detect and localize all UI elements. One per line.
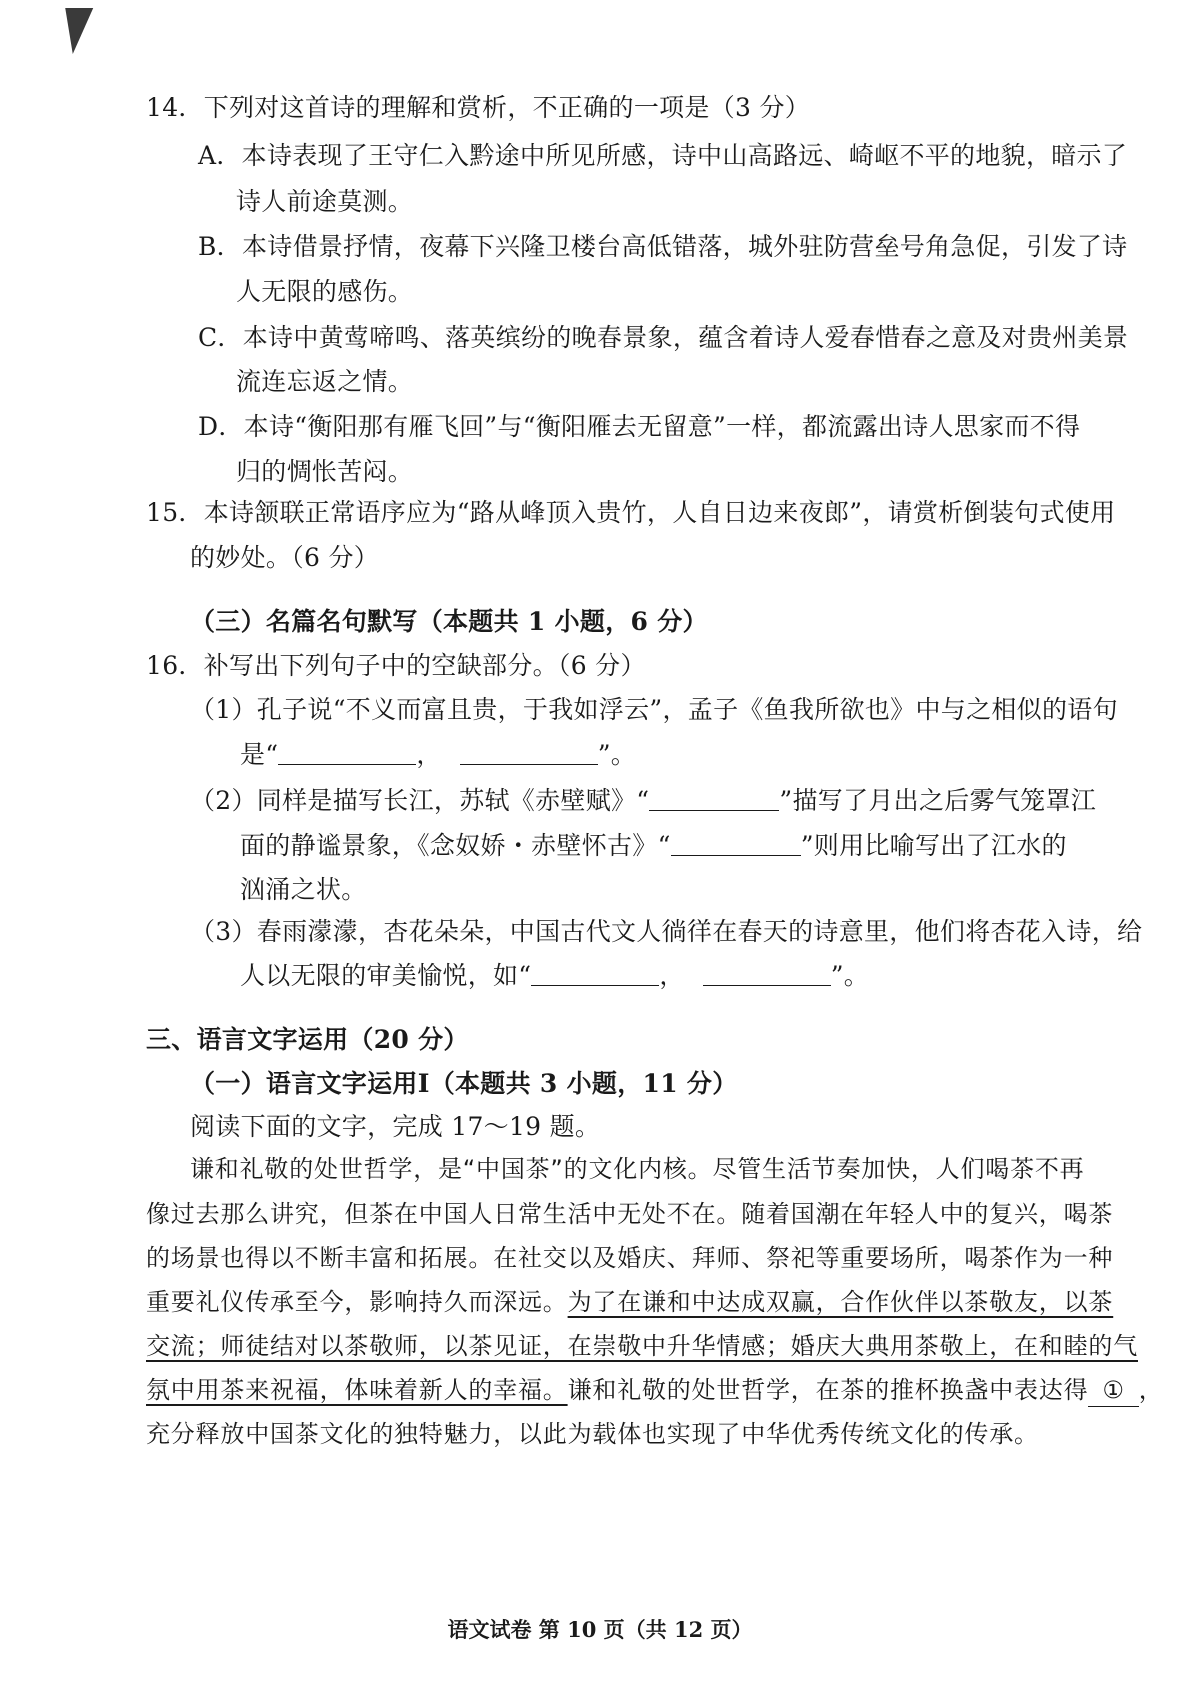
- q14-option-a-line1: A．本诗表现了王守仁入黔途中所见所感，诗中山高路远、崎岖不平的地貌，暗示了: [198, 141, 1128, 170]
- passage-line: 谦和礼敬的处世哲学，是“中国茶”的文化内核。尽管生活节奏加快，人们喝茶不再: [190, 1155, 1085, 1183]
- q16-part1-line2: [240, 739, 636, 771]
- q16-part3-quote-close: ”。: [830, 961, 870, 990]
- q15-line2: 的妙处。（6 分）: [190, 543, 380, 572]
- passage-underlined-line: 交流；师徒结对以茶敬师，以茶见证，在崇敬中升华情感；婚庆大典用茶敬上，在和睦的气: [146, 1332, 1138, 1360]
- q16-part3-line1: （3）春雨濛濛，杏花朵朵，中国古代文人徜徉在春天的诗意里，他们将杏花入诗，给: [190, 917, 1143, 946]
- q14-option-b-line1: B．本诗借景抒情，夜幕下兴隆卫楼台高低错落，城外驻防营垒号角急促，引发了诗: [198, 232, 1128, 261]
- q16-part2-text-b: ”描写了月出之后雾气笼罩江: [779, 786, 1097, 815]
- q16-part3-text-a: 人以无限的审美愉悦，如“: [240, 961, 532, 990]
- subsection-heading-language-use-1: （一）语言文字运用Ⅰ（本题共 3 小题，11 分）: [190, 1069, 738, 1098]
- answer-blank[interactable]: [671, 833, 801, 856]
- q14-option-b-line2: 人无限的感伤。: [236, 277, 414, 306]
- passage-line: [146, 1286, 1113, 1318]
- passage-underlined-text: 为了在谦和中达成双赢，合作伙伴以茶敬友，以茶: [567, 1288, 1114, 1316]
- section-heading-recitation: （三）名篇名句默写（本题共 1 小题，6 分）: [190, 607, 708, 636]
- answer-blank[interactable]: [649, 788, 779, 811]
- q16-part1-quote-open: 是“: [240, 740, 279, 769]
- passage-underlined-text: 氛中用茶来祝福，体味着新人的幸福。: [146, 1376, 568, 1404]
- q14-option-d-line1: D．本诗“衡阳那有雁飞回”与“衡阳雁去无留意”一样，都流露出诗人思家而不得: [198, 412, 1081, 441]
- passage-text: 重要礼仪传承至今，影响持久而深远。: [146, 1288, 568, 1316]
- passage-line: 的场景也得以不断丰富和拓展。在社交以及婚庆、拜师、祭祀等重要场所，喝茶作为一种: [146, 1244, 1114, 1272]
- q16-part2-text-d: ”则用比喻写出了江水的: [800, 831, 1067, 860]
- q16-part2-line2: [240, 830, 1067, 862]
- answer-blank[interactable]: [703, 963, 831, 986]
- q16-part2-text-a: （2）同样是描写长江，苏轼《赤壁赋》“: [190, 786, 650, 815]
- reading-instruction: 阅读下面的文字，完成 17～19 题。: [190, 1112, 601, 1141]
- q16-part1-comma: ，: [416, 740, 442, 769]
- answer-blank[interactable]: [278, 742, 416, 765]
- page-footer: 语文试卷 第 10 页（共 12 页）: [447, 1617, 753, 1642]
- q16-part3-comma: ，: [659, 961, 685, 990]
- q15-line1: 15．本诗颔联正常语序应为“路从峰顶入贵竹，人自日边来夜郎”，请赏析倒装句式使用: [146, 498, 1116, 527]
- q16-part2-line1: [190, 785, 1096, 817]
- passage-text: 谦和礼敬的处世哲学，在茶的推杯换盏中表达得: [567, 1376, 1089, 1404]
- passage-line: 像过去那么讲究，但茶在中国人日常生活中无处不在。随着国潮在年轻人中的复兴，喝茶: [146, 1200, 1114, 1228]
- q16-part3-line2: [240, 960, 869, 992]
- passage-comma: ，: [1138, 1376, 1164, 1404]
- answer-blank[interactable]: [531, 963, 659, 986]
- answer-blank[interactable]: [460, 742, 598, 765]
- q16-part2-line3: 汹涌之状。: [240, 875, 367, 904]
- part-heading-language-use: 三、语言文字运用（20 分）: [146, 1025, 469, 1054]
- q16-part1-quote-close: ”。: [597, 740, 637, 769]
- corner-registration-mark: [59, 8, 93, 54]
- blank-marker-1[interactable]: ①: [1088, 1374, 1138, 1407]
- q14-option-a-line2: 诗人前途莫测。: [236, 187, 414, 216]
- q16-part1-line1: （1）孔子说“不义而富且贵，于我如浮云”，孟子《鱼我所欲也》中与之相似的语句: [190, 695, 1118, 724]
- q14-option-c-line1: C．本诗中黄莺啼鸣、落英缤纷的晚春景象，蕴含着诗人爱春惜春之意及对贵州美景: [198, 323, 1129, 352]
- q14-stem: 14．下列对这首诗的理解和赏析，不正确的一项是（3 分）: [146, 93, 811, 122]
- passage-line: 充分释放中国茶文化的独特魅力，以此为载体也实现了中华优秀传统文化的传承。: [146, 1420, 1039, 1448]
- q14-option-c-line2: 流连忘返之情。: [236, 367, 414, 396]
- q14-option-d-line2: 归的惆怅苦闷。: [236, 457, 414, 486]
- q16-stem: 16．补写出下列句子中的空缺部分。（6 分）: [146, 651, 646, 680]
- q16-part2-text-c: 面的静谧景象，《念奴娇・赤壁怀古》“: [240, 831, 671, 860]
- passage-line: [146, 1374, 1164, 1407]
